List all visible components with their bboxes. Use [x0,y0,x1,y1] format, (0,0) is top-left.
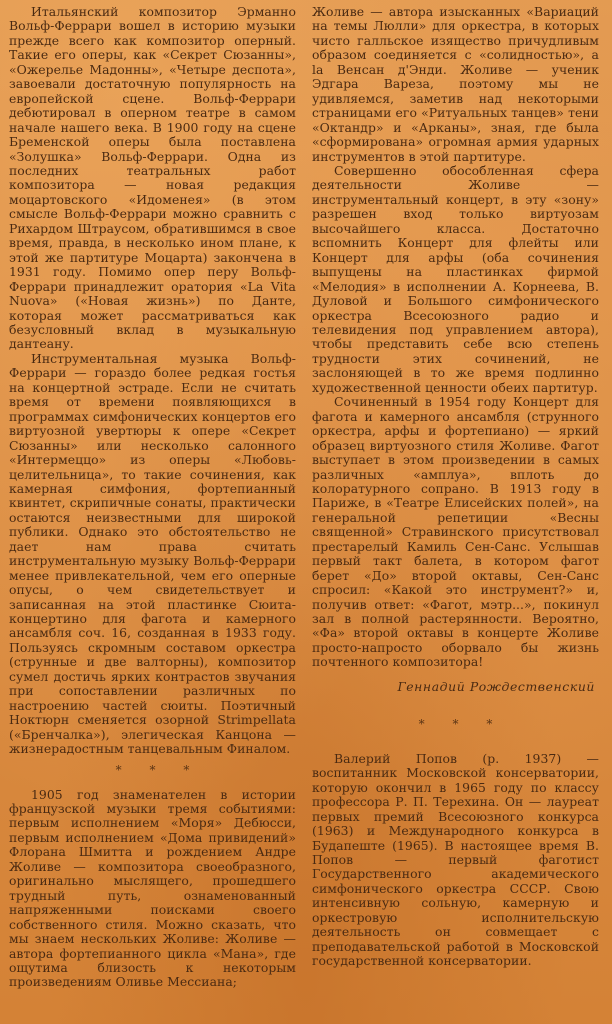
paragraph-bassoon-concerto: Сочиненный в 1954 году Концерт для фагота и камерного ансамбля (струнного оркестра, арфы и фортепиано) — яркий образец виртуозного стиля Жоливе. Фагот выступает в этом произведении в самых различных «амплуа», вплоть до колоратурного сопрано. В 1913 году в Париже, в «Театре Елисейских полей», на генеральной репетиции «Весны священной» Стравинского присутствовал престарелый Камиль Сен-Санс. Услышав первый такт балета, в котором фагот берет «До» второй октавы, Сен-Санс спросил: «Какой это инструмент?» и, получив ответ: «Фагот, мэтр...», покинул зал в полной растерянности. Вероятно, «Фа» второй октавы в концерте Жоливе просто-напросто оборвало бы жизнь почтенного композитора! [312,394,599,670]
paragraph-wolf-ferrari-intro: Итальянский композитор Эрманно Вольф-Феррари вошел в историю музыки прежде всего как композитор оперный. Такие его оперы, как «Секрет Сюзанны», «Ожерелье Мадонны», «Четыре деспота», завоевали достаточную популярность на европейской сцене. Вольф-Феррари дебютировал в оперном театре в самом начале нашего века. В 1900 году на сцене Бременской оперы была поставлена «Золушка» Вольф-Феррари. Одна из последних театральных работ композитора — новая редакция моцартовского «Идоменея» (в этом смысле Вольф-Феррари можно сравнить с Рихардом Штраусом, обратившимся в свое время, правда, в несколько ином плане, к этой же партитуре Моцарта) закончена в 1931 году. Помимо опер перу Вольф-Феррари принадлежит оратория «La Vita Nuova» («Новая жизнь») по Данте, которая может рассматриваться как безусловный вклад в музыкальную дантеану. [9,4,296,352]
paragraph-jolivet-concertos: Совершенно обособленная сфера деятельности Жоливе — инструментальный концерт, в эту «зону» разрешен вход только виртуозам высочайшего класса. Достаточно вспомнить Концерт для флейты или Концерт для арфы (оба сочинения выпущены на пластинках фирмой «Мелодия» в исполнении А. Корнеева, В. Дуловой и Большого симфонического оркестра Всесоюзного радио и телевидения под управлением автора), чтобы представить себе всю степень трудности этих сочинений, не заслоняющей в то же время подлинно художественной ценности обеих партитур. [312,162,599,395]
asterisk-icon: * [115,762,122,777]
paragraph-performer-bio: Валерий Попов (р. 1937) — воспитанник Московской консерватории, которую окончил в 1965 году по классу профессора Р. П. Терехина. Он — лауреат первых премий Всесоюзного конкурса (1963) и Международного конкурса в Будапеште (1965). В настоящее время В. Попов — первый фаготист Государственного академического симфонического оркестра СССР. Свою интенсивную сольную, камерную и оркестровую исполнительскую деятельность он совмещает с преподавательской работой в Московской государственной консерватории. [312,750,599,969]
paragraph-jolivet-continued: Жоливе — автора изысканных «Вариаций на темы Люлли» для оркестра, в которых чисто галльское изящество причудливым образом соединяется с «солидностью», a la Венсан д'Энди. Жоливе — ученик Эдгара Вареза, поэтому мы не удивляемся, заметив над некоторыми страницами его «Ритуальных танцев» тени «Октандр» и «Арканы», зная, где была «сформирована» огромная армия ударных инструментов в этой партитуре. [312,4,599,164]
asterisk-icon: * [418,716,425,731]
left-column [9,2,296,1024]
asterisk-icon: * [452,716,459,731]
asterisk-icon: * [149,762,156,777]
paragraph-jolivet-intro: 1905 год знаменателен в истории французской музыки тремя событиями: первым исполнением «Моря» Дебюсси, первым исполнением «Дома привидений» Флорана Шмитта и рождением Андре Жоливе — композитора своеобразного, оригинально мыслящего, прошедшего трудный путь, ознаменованный напряженными поисками своего собственного стиля. Можно сказать, что мы знаем нескольких Жоливе: Жоливе — автора фортепианного цикла «Мана», где ощутима близость к некоторым произведениям Оливье Мессиана; [9,786,296,990]
section-separator [312,716,599,732]
paragraph-wolf-ferrari-instrumental: Инструментальная музыка Вольф-Феррари — гораздо более редкая гостья на концертной эстраде. Если не считать время от времени появляющихся в программах симфонических концертов его виртуозной увертюры к опере «Секрет Сюзанны» или несколько салонного «Интермеццо» из оперы «Любовь-целительница», то такие сочинения, как камерная симфония, фортепианный квинтет, скрипичные сонаты, практически остаются неизвестными для широкой публики. Однако это обстоятельство не дает нам права считать инструментальную музыку Вольф-Феррари менее привлекательной, чем его оперные опусы, о чем свидетельствует и записанная на этой пластинке Сюита-концертино для фагота и камерного ансамбля соч. 16, созданная в 1933 году. Пользуясь скромным составом оркестра (струнные и две валторны), композитор сумел достичь ярких контрастов звучания при сопоставлении различных по настроению частей сюиты. Поэтичный Ноктюрн сменяется озорной Strimpellata («Бренчалка»), элегическая Канцона — жизнерадостным танцевальным Финалом. [9,350,296,757]
asterisk-icon: * [486,716,493,731]
section-separator [9,762,296,778]
right-column [312,2,599,1024]
author-signature: Геннадий Рождественский [397,678,595,694]
asterisk-icon: * [183,762,190,777]
